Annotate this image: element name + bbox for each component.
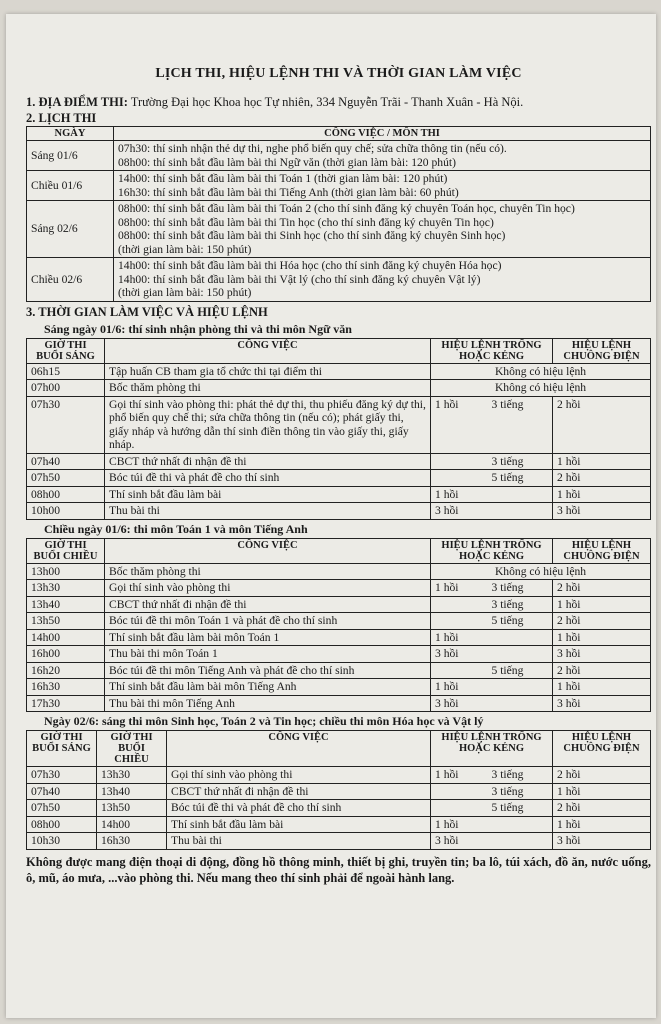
table-row [27,646,651,663]
table-cell: 07h50 [27,470,105,487]
table-cell: 2 hồi [553,662,651,679]
table-cell: Chiều 01/6 [27,171,114,201]
text: 3 hồi [435,696,459,710]
table-cell: Sáng 01/6 [27,141,114,171]
table-cell: 13h40 [27,596,105,613]
table-row [27,613,651,630]
table-cell: 10h30 [27,833,97,850]
table-cell: 10h00 [27,503,105,520]
text: 08h00: thí sinh bắt đầu làm bài thi Sinh học (cho thí sinh đăng ký chuyên Sinh học) [118,229,506,242]
text: 1 hồi [435,817,459,831]
section-1 [26,94,651,110]
table-row [27,563,651,580]
table-cell: 13h00 [27,563,105,580]
schedule-table [26,126,651,302]
text [435,598,492,612]
table-cell: Bóc túi đề thi và phát đề cho thí sinh [105,470,431,487]
section-3-title [26,304,651,320]
table-cell [114,258,651,302]
table-row [27,396,651,453]
table-cell: 2 hồi [553,800,651,817]
text: 08h00: thí sinh bắt đầu làm bài thi Ngữ văn (thời gian làm bài: 120 phút) [118,155,456,169]
text: 3 tiếng [491,397,524,411]
table-row [27,201,651,258]
text: 1 hồi [435,680,459,693]
text [492,697,549,711]
page-title: LỊCH THI, HIỆU LỆNH THI VÀ THỜI GIAN LÀM VIỆC [155,66,522,81]
table-cell: 3 hồi [553,503,651,520]
text: 08h00: thí sinh bắt đầu làm bài thi Toán 2 (cho thí sinh đăng ký chuyên Toán học, chuyên Tin học) [118,202,575,215]
text [435,785,492,799]
table-cell: 16h20 [27,662,105,679]
table-cell [114,141,651,171]
table-cell [431,816,553,833]
table-row [27,171,651,201]
table-row [27,800,651,817]
text: 1 hồi [435,581,459,594]
table-header-row [27,731,651,767]
table-cell: 07h30 [27,396,105,453]
table-cell [431,396,553,453]
table-cell [431,613,553,630]
table-row [27,695,651,712]
text [492,680,549,694]
afternoon-0106-table [26,538,651,713]
table-row [27,816,651,833]
text [435,398,548,412]
notice-paper [6,14,656,1018]
table-cell: Tập huấn CB tham gia tổ chức thi tại điểm thi [105,363,431,380]
table-cell: 2 hồi [553,613,651,630]
table-cell [431,695,553,712]
text: 1 hồi [435,768,459,781]
text: 3 tiếng [491,581,524,594]
text [435,664,548,678]
text [492,647,549,661]
table-cell [431,662,553,679]
table-row [27,833,651,850]
text: 5 tiếng [491,471,524,484]
text: (thời gian làm bài: 150 phút) [118,286,252,299]
table-cell: 08h00 [27,486,105,503]
text: 1. ĐỊA ĐIỂM THI: [26,95,128,109]
table3-heading: Ngày 02/6: sáng thi môn Sinh học, Toán 2 và Tin học; chiều thi môn Hóa học và Vật lý [44,714,484,728]
table-header-row [27,127,651,141]
table-cell: 17h30 [27,695,105,712]
table-cell: Bóc túi đề thi và phát đề cho thí sinh [167,800,431,817]
table-cell: 16h30 [97,833,167,850]
table-row [27,596,651,613]
text: 07h30: thí sinh nhận thẻ dự thi, nghe phổ biến quy chế; sửa chữa thông tin (nếu có). [118,142,507,155]
table-cell: 07h50 [27,800,97,817]
table-cell: 07h00 [27,380,105,397]
table-cell: Thu bài thi môn Tiếng Anh [105,695,431,712]
table-cell: 14h00 [97,816,167,833]
table-cell: 3 hồi [553,646,651,663]
text: 3 tiếng [491,597,524,611]
text [435,785,548,799]
table-cell: Thí sinh bắt đầu làm bài [167,816,431,833]
header-cell: HIỆU LỆNH TRỐNG HOẶC KẺNG [431,538,553,563]
table-header-row [27,338,651,363]
table-cell: Thu bài thi [167,833,431,850]
table-cell [431,783,553,800]
table-cell: Bóc túi đề thi môn Toán 1 và phát đề cho thí sinh [105,613,431,630]
text [435,801,548,815]
table-row [27,767,651,784]
table-cell [114,201,651,258]
text [435,581,548,595]
table-cell: 2 hồi [553,767,651,784]
table-cell: 2 hồi [553,580,651,597]
table-cell: Thí sinh bắt đầu làm bài môn Tiếng Anh [105,679,431,696]
table-cell: 1 hồi [553,629,651,646]
header-cell: CÔNG VIỆC [105,338,431,363]
table-cell [431,580,553,597]
text [435,647,548,661]
text [435,471,548,485]
table-cell: 13h30 [27,580,105,597]
table-cell: Bốc thăm phòng thi [105,563,431,580]
text: 3 hồi [435,504,459,517]
text: 3 tiếng [491,768,524,781]
table-cell: Thu bài thi môn Toán 1 [105,646,431,663]
table-cell [431,486,553,503]
text: 08h00: thí sinh bắt đầu làm bài thi Tin học (cho thí sinh đăng ký chuyên Tin học) [118,215,494,229]
text [435,818,548,832]
text: 1 hồi [435,487,459,501]
text [435,614,492,628]
table-cell: 2 hồi [553,396,651,453]
section-2-title [26,110,651,126]
text: 2. LỊCH THI [26,111,97,125]
table-row [27,363,651,380]
text: 3 tiếng [491,454,524,468]
text [492,631,549,645]
text: 14h00: thí sinh bắt đầu làm bài thi Hóa học (cho thí sinh đăng ký chuyên Hóa học) [118,259,502,272]
text: 1 hồi [435,630,459,644]
table-cell: Bóc túi đề thi môn Tiếng Anh và phát đề cho thí sinh [105,662,431,679]
text [435,455,548,469]
document-page [26,66,651,886]
table-cell: 07h30 [27,767,97,784]
table2-heading: Chiều ngày 01/6: thi môn Toán 1 và môn Tiếng Anh [44,521,308,536]
text: 1 hồi [435,397,459,411]
table-cell: CBCT thứ nhất đi nhận đề thi [105,596,431,613]
text: 16h30: thí sinh bắt đầu làm bài thi Tiếng Anh (thời gian làm bài: 60 phút) [118,185,459,199]
header-cell: HIỆU LỆNH CHUÔNG ĐIỆN [553,338,651,363]
table-cell: CBCT thứ nhất đi nhận đề thi [105,453,431,470]
table-cell [114,171,651,201]
header-cell: GIỜ THI BUỔI CHIỀU [27,538,105,563]
table-cell: Gọi thí sinh vào phòng thi [105,580,431,597]
table-cell: 1 hồi [553,596,651,613]
table-header-row [27,538,651,563]
text [435,455,492,469]
table1-heading: Sáng ngày 01/6: thí sinh nhận phòng thi và thi môn Ngữ văn [44,321,352,336]
header-cell: GIỜ THI BUỔI SÁNG [27,338,105,363]
table-cell: Thu bài thi [105,503,431,520]
header-cell: CÔNG VIỆC [167,731,431,767]
text [435,631,548,645]
text [492,818,549,832]
text [435,768,548,782]
header-cell: HIỆU LỆNH TRỐNG HOẶC KẺNG [431,338,553,363]
table-cell: 1 hồi [553,679,651,696]
table-cell: 1 hồi [553,783,651,800]
text: 5 tiếng [491,663,524,677]
text [435,488,548,502]
table-cell: Thí sinh bắt đầu làm bài môn Toán 1 [105,629,431,646]
text [492,504,549,518]
table-row [27,258,651,302]
table-cell: Không có hiệu lệnh [431,363,651,380]
text: 3 hồi [435,647,459,660]
table-cell: Không có hiệu lệnh [431,380,651,397]
table-cell: CBCT thứ nhất đi nhận đề thi [167,783,431,800]
text [435,697,548,711]
text: (thời gian làm bài: 150 phút) [118,242,252,256]
col-day-header: NGÀY [27,127,114,141]
table-cell [431,800,553,817]
text [435,471,492,485]
table-row [27,453,651,470]
table-cell [431,503,553,520]
table-row [27,141,651,171]
table-cell: 06h15 [27,363,105,380]
table-row [27,380,651,397]
table-cell: 08h00 [27,816,97,833]
table-cell: 13h40 [97,783,167,800]
text: 5 tiếng [491,614,524,627]
text [435,504,548,518]
table-cell: Sáng 02/6 [27,201,114,258]
table-cell [431,470,553,487]
text [435,801,492,815]
table-cell: Không có hiệu lệnh [431,563,651,580]
table-cell: 13h30 [97,767,167,784]
day-0206-table [26,730,651,850]
text [492,488,549,502]
table-cell: 16h00 [27,646,105,663]
text: 5 tiếng [491,801,524,814]
table-cell: Chiều 02/6 [27,258,114,302]
table-cell: 1 hồi [553,453,651,470]
warning-notice: Không được mang điện thoại di động, đồng hồ thông minh, thiết bị ghi, truyền tin; ba lô, túi xách, đồ ăn, nước uống, ô, mũ, áo mưa, ...vào phòng thi. Nếu mang theo thí sinh phải để ngoài hành lang. [26,854,651,885]
table-cell [431,767,553,784]
table-cell: 16h30 [27,679,105,696]
table-cell [431,646,553,663]
text: 3 tiếng [491,784,524,798]
table-row [27,629,651,646]
table-row [27,486,651,503]
text [492,834,549,848]
table-cell: 14h00 [27,629,105,646]
text [435,664,492,678]
header-cell: HIỆU LỆNH TRỐNG HOẶC KẺNG [431,731,553,767]
text: 3 hồi [435,834,459,847]
table-row [27,580,651,597]
header-cell: HIỆU LỆNH CHUÔNG ĐIỆN [553,731,651,767]
table-cell: 07h40 [27,453,105,470]
text [435,834,548,848]
table-cell: 1 hồi [553,486,651,503]
table-cell: 3 hồi [553,833,651,850]
text: 14h00: thí sinh bắt đầu làm bài thi Vật lý (cho thí sinh đăng ký chuyên Vật lý) [118,272,481,286]
text: Trường Đại học Khoa học Tự nhiên, 334 Nguyễn Trãi - Thanh Xuân - Hà Nội. [130,95,524,109]
table-cell: Thí sinh bắt đầu làm bài [105,486,431,503]
table-cell: 3 hồi [553,695,651,712]
table-row [27,679,651,696]
table-row [27,783,651,800]
table-cell: 1 hồi [553,816,651,833]
table-cell [431,629,553,646]
text [435,680,548,694]
text [435,598,548,612]
table-cell: 13h50 [97,800,167,817]
morning-0106-table [26,338,651,520]
table-row [27,470,651,487]
table-cell: Gọi thí sinh vào phòng thi: phát thẻ dự thi, thu phiếu đăng ký dự thi, phổ biến quy chế thi; sửa chữa thông tin (nếu có); phát giấy thi, giấy nháp và hướng dẫn thí sinh điền thông tin vào giấy thi, giấy nháp. [105,396,431,453]
table-row [27,662,651,679]
header-cell: GIỜ THI BUỔI SÁNG [27,731,97,767]
text [435,614,548,628]
header-cell: HIỆU LỆNH CHUÔNG ĐIỆN [553,538,651,563]
table-cell [431,679,553,696]
table-cell [431,596,553,613]
table-cell: 2 hồi [553,470,651,487]
header-cell: GIỜ THI BUỔI CHIỀU [97,731,167,767]
col-task-header: CÔNG VIỆC / MÔN THI [114,127,651,141]
table-cell: Gọi thí sinh vào phòng thi [167,767,431,784]
table-cell: Bốc thăm phòng thi [105,380,431,397]
table-cell: 07h40 [27,783,97,800]
text: 3. THỜI GIAN LÀM VIỆC VÀ HIỆU LỆNH [26,304,268,319]
table-cell [431,453,553,470]
table-row [27,503,651,520]
header-cell: CÔNG VIỆC [105,538,431,563]
table-cell: 13h50 [27,613,105,630]
table-cell [431,833,553,850]
text: 14h00: thí sinh bắt đầu làm bài thi Toán 1 (thời gian làm bài: 120 phút) [118,172,448,185]
